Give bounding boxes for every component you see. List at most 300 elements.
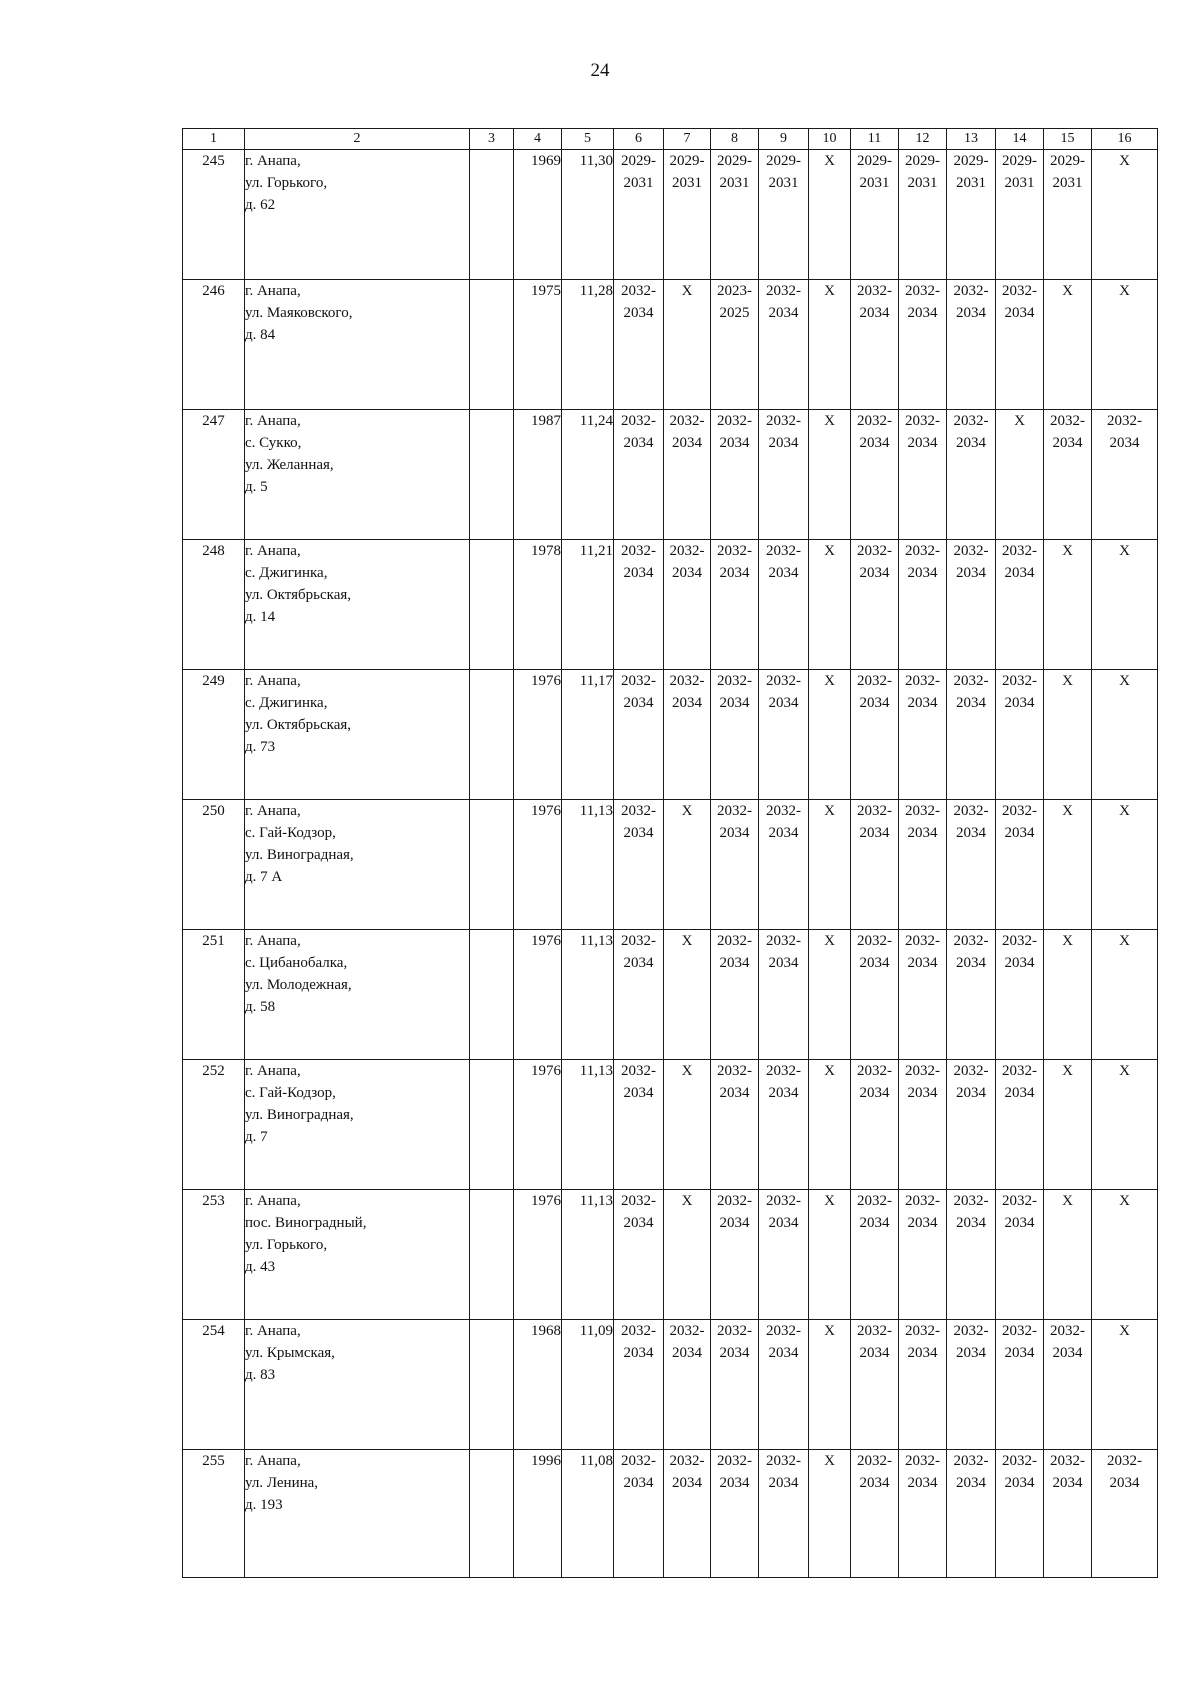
- period-cell: [759, 150, 809, 280]
- period-line: 2034: [768, 1475, 799, 1491]
- address-line: ул. Октябрьская,: [245, 717, 352, 733]
- period-line: 2034: [672, 1345, 702, 1361]
- period-line: X: [1119, 803, 1130, 819]
- period-line: 2032-: [905, 1063, 940, 1079]
- table-row: [183, 800, 1158, 930]
- period-cell: [996, 280, 1044, 410]
- period-line: 2034: [956, 955, 986, 971]
- period-cell: [664, 410, 711, 540]
- period-cell: [947, 540, 996, 670]
- year-cell: 1968: [514, 1320, 562, 1450]
- period-line: X: [824, 1193, 835, 1209]
- period-line: 2032-: [621, 1453, 656, 1469]
- period-line: 2032-: [953, 543, 989, 559]
- period-line: 2032-: [621, 673, 656, 689]
- period-line: 2034: [1004, 305, 1035, 321]
- period-line: 2034: [768, 435, 799, 451]
- period-cell: [851, 800, 899, 930]
- period-cell: [1044, 1450, 1092, 1578]
- value-cell: 11,30: [562, 150, 614, 280]
- period-cell: [899, 280, 947, 410]
- period-line: 2032-: [766, 413, 801, 429]
- year-cell: 1976: [514, 1190, 562, 1320]
- row-number: 245: [183, 150, 245, 280]
- period-line: 2034: [1004, 955, 1035, 971]
- address-line: с. Джигинка,: [245, 565, 328, 581]
- address-cell: [245, 1060, 470, 1190]
- period-cell: [1044, 1190, 1092, 1320]
- period-line: X: [824, 1063, 835, 1079]
- period-line: 2034: [719, 825, 750, 841]
- period-line: 2034: [859, 825, 890, 841]
- period-line: X: [1062, 283, 1073, 299]
- period-cell: [809, 280, 851, 410]
- period-line: X: [681, 1063, 693, 1079]
- period-line: X: [824, 283, 835, 299]
- period-cell: [664, 150, 711, 280]
- column-header: 3: [470, 129, 514, 150]
- period-line: 2032-: [766, 1063, 801, 1079]
- period-line: 2032-: [857, 673, 892, 689]
- period-line: 2034: [859, 955, 890, 971]
- period-line: 2034: [859, 1475, 890, 1491]
- period-line: 2029-: [669, 153, 705, 169]
- address-line: д. 43: [245, 1259, 276, 1275]
- address-line: д. 5: [245, 479, 268, 495]
- period-line: 2032-: [717, 1193, 752, 1209]
- period-cell: [947, 930, 996, 1060]
- period-line: 2034: [907, 1215, 938, 1231]
- period-cell: [947, 150, 996, 280]
- period-line: X: [1119, 1193, 1130, 1209]
- period-line: 2034: [768, 695, 799, 711]
- period-line: 2034: [623, 435, 654, 451]
- address-line: г. Анапа,: [245, 1323, 301, 1339]
- address-cell: [245, 1450, 470, 1578]
- column-3-cell: [470, 800, 514, 930]
- period-line: 2032-: [717, 1063, 752, 1079]
- period-cell: [809, 1190, 851, 1320]
- period-line: 2034: [1004, 1345, 1035, 1361]
- period-line: 2032-: [621, 283, 656, 299]
- period-line: 2032-: [905, 1323, 940, 1339]
- period-line: 2032-: [857, 1063, 892, 1079]
- period-line: 2032-: [1002, 933, 1037, 949]
- period-line: 2032-: [953, 933, 989, 949]
- column-header: 16: [1092, 129, 1158, 150]
- address-line: ул. Молодежная,: [245, 977, 352, 993]
- value-cell: 11,08: [562, 1450, 614, 1578]
- period-cell: [759, 410, 809, 540]
- period-line: X: [824, 673, 835, 689]
- period-line: 2032-: [953, 1453, 989, 1469]
- period-line: 2032-: [1107, 413, 1142, 429]
- period-line: 2032-: [905, 1193, 940, 1209]
- period-line: X: [681, 933, 693, 949]
- period-cell: [1092, 670, 1158, 800]
- period-cell: [664, 930, 711, 1060]
- period-line: 2034: [907, 1475, 938, 1491]
- period-cell: [711, 1190, 759, 1320]
- period-cell: [1044, 540, 1092, 670]
- period-line: 2032-: [1050, 413, 1085, 429]
- period-line: 2031: [859, 175, 890, 191]
- period-line: 2034: [1109, 1475, 1140, 1491]
- period-line: X: [824, 933, 835, 949]
- year-cell: 1976: [514, 930, 562, 1060]
- period-line: 2032-: [717, 803, 752, 819]
- period-line: 2032-: [1050, 1323, 1085, 1339]
- period-cell: [996, 670, 1044, 800]
- period-line: X: [1062, 543, 1073, 559]
- period-line: X: [1119, 283, 1130, 299]
- period-line: X: [824, 413, 835, 429]
- period-line: 2032-: [669, 1453, 705, 1469]
- period-line: X: [1062, 803, 1073, 819]
- period-cell: [614, 1190, 664, 1320]
- period-cell: [996, 1320, 1044, 1450]
- period-cell: [899, 540, 947, 670]
- row-number: 249: [183, 670, 245, 800]
- period-line: 2032-: [766, 933, 801, 949]
- period-line: X: [681, 803, 693, 819]
- period-line: 2032-: [953, 673, 989, 689]
- period-line: 2032-: [905, 283, 940, 299]
- period-line: 2032-: [766, 673, 801, 689]
- period-line: 2032-: [953, 1193, 989, 1209]
- address-cell: [245, 930, 470, 1060]
- column-header: 8: [711, 129, 759, 150]
- period-line: 2032-: [669, 413, 705, 429]
- period-line: X: [681, 283, 693, 299]
- period-line: 2032-: [669, 543, 705, 559]
- period-cell: [899, 670, 947, 800]
- period-line: 2032-: [717, 413, 752, 429]
- period-cell: [809, 150, 851, 280]
- period-line: 2034: [768, 1085, 799, 1101]
- period-cell: [664, 1060, 711, 1190]
- period-line: 2023-: [717, 283, 752, 299]
- period-cell: [759, 280, 809, 410]
- period-line: 2034: [907, 825, 938, 841]
- period-cell: [1044, 670, 1092, 800]
- period-cell: [664, 1320, 711, 1450]
- column-header: 5: [562, 129, 614, 150]
- column-header: 7: [664, 129, 711, 150]
- column-3-cell: [470, 1060, 514, 1190]
- value-cell: 11,21: [562, 540, 614, 670]
- address-line: с. Джигинка,: [245, 695, 328, 711]
- period-line: X: [1062, 933, 1073, 949]
- period-line: 2034: [623, 1215, 654, 1231]
- period-line: X: [824, 153, 835, 169]
- period-cell: [1044, 150, 1092, 280]
- year-cell: 1975: [514, 280, 562, 410]
- period-cell: [1092, 280, 1158, 410]
- period-line: 2034: [719, 1475, 750, 1491]
- period-cell: [809, 670, 851, 800]
- period-cell: [664, 540, 711, 670]
- period-line: 2032-: [857, 1323, 892, 1339]
- period-line: 2034: [956, 1215, 986, 1231]
- address-line: ул. Маяковского,: [245, 305, 353, 321]
- year-cell: 1976: [514, 1060, 562, 1190]
- period-line: 2032-: [621, 1323, 656, 1339]
- period-line: 2031: [623, 175, 654, 191]
- period-line: 2034: [907, 695, 938, 711]
- period-cell: [614, 1450, 664, 1578]
- value-cell: 11,13: [562, 1060, 614, 1190]
- period-line: 2034: [859, 1345, 890, 1361]
- value-cell: 11,28: [562, 280, 614, 410]
- period-cell: [759, 1190, 809, 1320]
- period-cell: [851, 1450, 899, 1578]
- period-line: 2029-: [717, 153, 752, 169]
- period-line: X: [1119, 1323, 1130, 1339]
- period-cell: [851, 540, 899, 670]
- address-line: с. Гай-Кодзор,: [245, 1085, 336, 1101]
- period-line: 2031: [1004, 175, 1035, 191]
- period-cell: [996, 410, 1044, 540]
- period-line: 2034: [859, 305, 890, 321]
- value-cell: 11,09: [562, 1320, 614, 1450]
- period-cell: [614, 670, 664, 800]
- period-line: 2032-: [1002, 1323, 1037, 1339]
- period-cell: [711, 1450, 759, 1578]
- period-line: 2032-: [766, 1453, 801, 1469]
- period-line: 2034: [859, 1215, 890, 1231]
- period-cell: [996, 1190, 1044, 1320]
- period-line: 2029-: [953, 153, 989, 169]
- period-line: 2032-: [953, 413, 989, 429]
- period-cell: [759, 670, 809, 800]
- address-line: ул. Виноградная,: [245, 847, 354, 863]
- period-cell: [1092, 540, 1158, 670]
- period-line: 2029-: [1050, 153, 1085, 169]
- address-line: д. 7 А: [245, 869, 283, 885]
- year-cell: 1987: [514, 410, 562, 540]
- address-line: д. 83: [245, 1367, 276, 1383]
- period-cell: [996, 540, 1044, 670]
- period-line: 2032-: [717, 543, 752, 559]
- period-cell: [759, 1060, 809, 1190]
- period-line: 2034: [859, 435, 890, 451]
- period-cell: [899, 1060, 947, 1190]
- period-cell: [899, 1320, 947, 1450]
- period-line: 2034: [907, 435, 938, 451]
- period-cell: [947, 670, 996, 800]
- period-cell: [614, 1060, 664, 1190]
- period-cell: [947, 280, 996, 410]
- column-header: 13: [947, 129, 996, 150]
- period-line: 2025: [719, 305, 750, 321]
- period-line: 2032-: [953, 283, 989, 299]
- period-cell: [851, 410, 899, 540]
- period-line: 2032-: [766, 803, 801, 819]
- period-line: 2034: [768, 1345, 799, 1361]
- period-cell: [1092, 930, 1158, 1060]
- period-line: 2032-: [669, 1323, 705, 1339]
- period-line: 2032-: [857, 543, 892, 559]
- period-line: X: [824, 543, 835, 559]
- year-cell: 1969: [514, 150, 562, 280]
- table-body: [183, 150, 1158, 1578]
- period-line: 2032-: [953, 1063, 989, 1079]
- table-row: [183, 540, 1158, 670]
- period-cell: [899, 1450, 947, 1578]
- address-line: пос. Виноградный,: [245, 1215, 367, 1231]
- address-line: ул. Октябрьская,: [245, 587, 352, 603]
- period-cell: [947, 410, 996, 540]
- period-line: 2031: [672, 175, 702, 191]
- period-cell: [1044, 280, 1092, 410]
- year-cell: 1978: [514, 540, 562, 670]
- period-line: X: [1062, 1193, 1073, 1209]
- period-line: 2034: [768, 825, 799, 841]
- address-line: д. 62: [245, 197, 276, 213]
- period-line: 2031: [1052, 175, 1083, 191]
- period-line: 2034: [719, 1085, 750, 1101]
- address-line: г. Анапа,: [245, 283, 301, 299]
- period-cell: [664, 280, 711, 410]
- period-cell: [809, 410, 851, 540]
- address-line: ул. Горького,: [245, 175, 328, 191]
- period-line: 2032-: [621, 933, 656, 949]
- period-cell: [759, 1450, 809, 1578]
- table-row: [183, 1320, 1158, 1450]
- period-line: 2032-: [621, 413, 656, 429]
- period-cell: [809, 1320, 851, 1450]
- period-line: X: [1119, 543, 1130, 559]
- period-cell: [899, 410, 947, 540]
- column-number-row: [183, 129, 1158, 150]
- row-number: 248: [183, 540, 245, 670]
- period-cell: [996, 150, 1044, 280]
- period-line: 2031: [768, 175, 799, 191]
- period-cell: [809, 1450, 851, 1578]
- period-cell: [1092, 1450, 1158, 1578]
- period-line: 2034: [672, 435, 702, 451]
- period-line: 2034: [719, 435, 750, 451]
- period-line: 2034: [956, 695, 986, 711]
- period-cell: [947, 1450, 996, 1578]
- period-line: X: [1062, 1063, 1073, 1079]
- address-line: ул. Горького,: [245, 1237, 328, 1253]
- period-cell: [711, 540, 759, 670]
- period-line: 2034: [719, 565, 750, 581]
- period-line: X: [824, 1453, 835, 1469]
- period-line: 2032-: [669, 673, 705, 689]
- period-cell: [711, 930, 759, 1060]
- value-cell: 11,13: [562, 930, 614, 1060]
- column-3-cell: [470, 1320, 514, 1450]
- period-cell: [711, 1060, 759, 1190]
- period-cell: [947, 800, 996, 930]
- column-3-cell: [470, 150, 514, 280]
- period-cell: [614, 800, 664, 930]
- row-number: 251: [183, 930, 245, 1060]
- column-3-cell: [470, 1450, 514, 1578]
- value-cell: 11,13: [562, 800, 614, 930]
- period-line: X: [824, 803, 835, 819]
- period-line: X: [681, 1193, 693, 1209]
- row-number: 253: [183, 1190, 245, 1320]
- period-cell: [996, 1450, 1044, 1578]
- period-cell: [1092, 150, 1158, 280]
- period-line: 2034: [1004, 1215, 1035, 1231]
- period-line: 2034: [623, 1345, 654, 1361]
- period-cell: [1044, 410, 1092, 540]
- period-cell: [1092, 410, 1158, 540]
- period-line: 2034: [1004, 695, 1035, 711]
- period-cell: [1092, 1190, 1158, 1320]
- period-line: 2034: [768, 1215, 799, 1231]
- period-cell: [851, 150, 899, 280]
- period-line: 2032-: [905, 933, 940, 949]
- address-line: ул. Виноградная,: [245, 1107, 354, 1123]
- period-line: 2034: [1004, 565, 1035, 581]
- period-cell: [1092, 1320, 1158, 1450]
- column-3-cell: [470, 670, 514, 800]
- address-cell: [245, 1190, 470, 1320]
- address-line: г. Анапа,: [245, 1063, 301, 1079]
- address-line: д. 193: [245, 1497, 283, 1513]
- column-3-cell: [470, 540, 514, 670]
- period-line: 2032-: [953, 803, 989, 819]
- period-line: 2034: [907, 305, 938, 321]
- period-cell: [996, 1060, 1044, 1190]
- period-cell: [851, 670, 899, 800]
- address-line: д. 14: [245, 609, 276, 625]
- column-3-cell: [470, 410, 514, 540]
- period-line: 2032-: [905, 673, 940, 689]
- period-line: 2031: [956, 175, 986, 191]
- address-line: г. Анапа,: [245, 413, 301, 429]
- address-cell: [245, 800, 470, 930]
- column-header: 2: [245, 129, 470, 150]
- value-cell: 11,13: [562, 1190, 614, 1320]
- period-cell: [851, 930, 899, 1060]
- period-line: X: [1119, 1063, 1130, 1079]
- period-cell: [947, 1320, 996, 1450]
- period-cell: [711, 410, 759, 540]
- period-line: 2032-: [1050, 1453, 1085, 1469]
- value-cell: 11,17: [562, 670, 614, 800]
- period-cell: [1044, 930, 1092, 1060]
- period-line: 2034: [672, 695, 702, 711]
- period-line: 2034: [956, 435, 986, 451]
- period-line: 2034: [719, 1345, 750, 1361]
- period-cell: [614, 540, 664, 670]
- period-cell: [614, 930, 664, 1060]
- period-line: 2032-: [717, 1453, 752, 1469]
- period-line: X: [824, 1323, 835, 1339]
- period-cell: [614, 410, 664, 540]
- period-cell: [664, 670, 711, 800]
- period-line: 2032-: [953, 1323, 989, 1339]
- column-header: 11: [851, 129, 899, 150]
- period-line: 2032-: [905, 1453, 940, 1469]
- period-line: 2029-: [766, 153, 801, 169]
- period-line: 2032-: [1002, 1193, 1037, 1209]
- year-cell: 1976: [514, 670, 562, 800]
- column-header: 12: [899, 129, 947, 150]
- column-header: 4: [514, 129, 562, 150]
- period-line: X: [1119, 933, 1130, 949]
- period-line: 2032-: [717, 673, 752, 689]
- address-line: г. Анапа,: [245, 1453, 301, 1469]
- period-line: 2032-: [1002, 803, 1037, 819]
